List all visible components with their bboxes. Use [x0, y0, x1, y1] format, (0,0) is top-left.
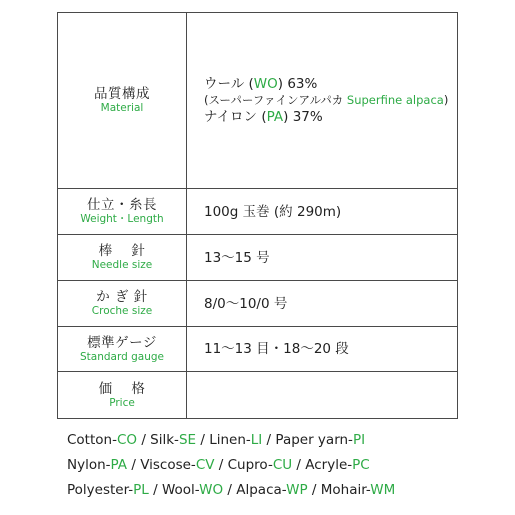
spec-table	[57, 12, 458, 419]
crochet-value: 8/0〜10/0 号	[204, 295, 288, 312]
crochet-row	[58, 281, 458, 327]
weight-label-jp: 仕立・糸長	[87, 197, 157, 213]
material-label-jp: 品質構成	[94, 86, 150, 102]
weight-value-cell	[187, 189, 458, 235]
needle-label-cell	[58, 235, 187, 281]
crochet-value-cell	[187, 281, 458, 327]
legend-line: Cotton-CO / Silk-SE / Linen-LI / Paper yarn-PI	[67, 432, 366, 448]
material-line-nylon: ナイロン (PA) 37%	[204, 109, 323, 125]
weight-value: 100g 玉巻 (約 290m)	[204, 203, 342, 220]
gauge-label-jp: 標準ゲージ	[87, 334, 157, 351]
weight-label-en: Weight・Length	[80, 213, 164, 225]
fiber-code-legend	[67, 428, 507, 503]
material-line-wool: ウール (WO) 63%	[204, 76, 318, 92]
gauge-value: 11〜13 目・18〜20 段	[204, 341, 349, 357]
weight-row	[58, 189, 458, 235]
gauge-label-cell	[58, 327, 187, 372]
weight-label-cell	[58, 189, 187, 235]
needle-value: 13〜15 号	[204, 249, 270, 266]
price-label-cell	[58, 372, 187, 419]
needle-label-jp: 棒 針	[98, 243, 146, 259]
gauge-label-en: Standard gauge	[80, 350, 164, 363]
needle-value-cell	[187, 235, 458, 281]
gauge-value-cell	[187, 327, 458, 372]
crochet-label-cell	[58, 281, 187, 327]
gauge-row	[58, 327, 458, 372]
material-row	[58, 13, 458, 189]
needle-label-en: Needle size	[91, 259, 153, 271]
price-label-en: Price	[109, 396, 135, 409]
crochet-label-en: Croche size	[91, 305, 153, 317]
material-label-en: Material	[100, 102, 144, 114]
material-label-cell	[58, 13, 187, 189]
material-line-alpaca-note: (スーパーファインアルパカ Superfine alpaca)	[204, 93, 449, 107]
price-label-jp: 価 格	[98, 380, 146, 397]
crochet-label-jp: か ぎ 針	[96, 289, 148, 305]
price-value-cell	[187, 372, 458, 419]
legend-line: Polyester-PL / Wool-WO / Alpaca-WP / Mohair-WM	[67, 482, 396, 498]
needle-row	[58, 235, 458, 281]
material-value-cell	[187, 13, 458, 189]
price-row	[58, 372, 458, 419]
legend-line: Nylon-PA / Viscose-CV / Cupro-CU / Acryle-PC	[67, 457, 370, 473]
